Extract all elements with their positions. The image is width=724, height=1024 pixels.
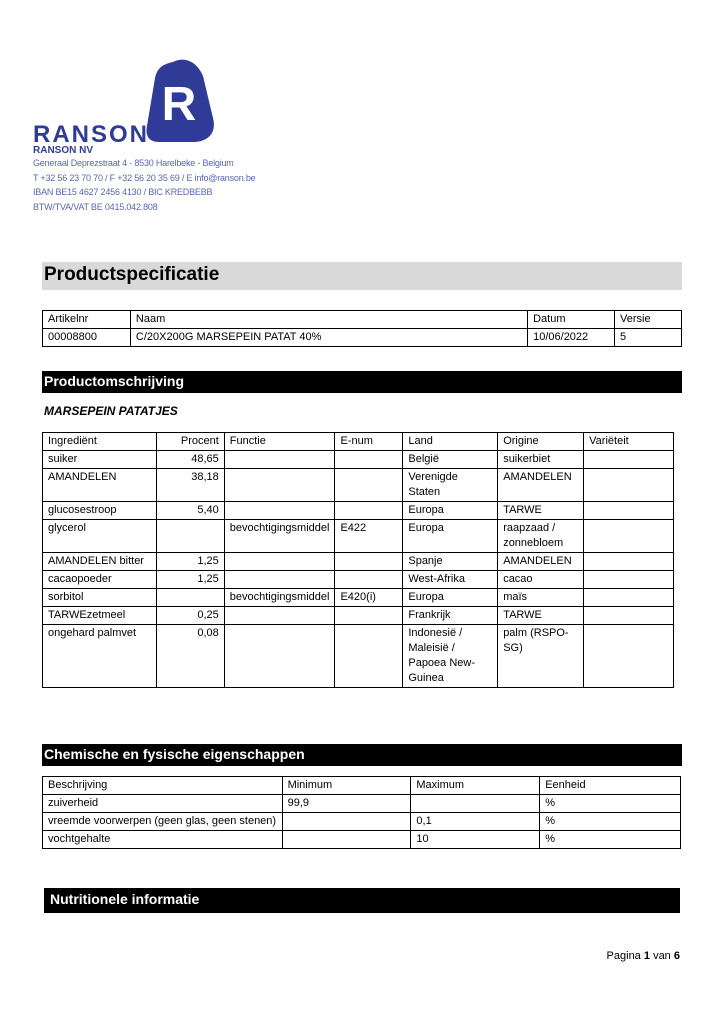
address-line: Generaal Deprezstraat 4 - 8530 Harelbeke - Belgium xyxy=(33,158,234,168)
section-heading-text: Productomschrijving xyxy=(44,373,185,389)
header-cell: Origine xyxy=(498,433,584,451)
header-cell: Versie xyxy=(615,311,682,329)
cell: sorbitol xyxy=(43,589,157,607)
section-heading-text: Chemische en fysische eigenschappen xyxy=(44,746,305,762)
table-header-row xyxy=(43,311,682,329)
cell xyxy=(584,625,674,688)
cell: bevochtigingsmiddel xyxy=(224,520,335,553)
cell xyxy=(584,553,674,571)
cell xyxy=(224,469,335,502)
header-cell: Artikelnr xyxy=(43,311,131,329)
cell: suiker xyxy=(43,451,157,469)
cell xyxy=(584,469,674,502)
cell xyxy=(584,589,674,607)
cell: zuiverheid xyxy=(43,795,283,813)
cell: bevochtigingsmiddel xyxy=(224,589,335,607)
cell xyxy=(335,451,403,469)
page-number xyxy=(607,950,680,962)
of-label: van xyxy=(653,950,671,962)
cell xyxy=(584,607,674,625)
table-row xyxy=(43,607,674,625)
current-page: 1 xyxy=(643,950,650,962)
table-row xyxy=(43,571,674,589)
header-cell: Minimum xyxy=(282,777,411,795)
cell: raapzaad / zonnebloem xyxy=(498,520,584,553)
cell: Frankrijk xyxy=(403,607,498,625)
cell xyxy=(224,553,335,571)
article-version: 5 xyxy=(615,329,682,347)
cell: % xyxy=(540,795,681,813)
cell: % xyxy=(540,831,681,849)
section-heading-description xyxy=(42,371,682,393)
cell: AMANDELEN bitter xyxy=(43,553,157,571)
cell xyxy=(584,571,674,589)
cell: AMANDELEN xyxy=(498,553,584,571)
cell: AMANDELEN xyxy=(498,469,584,502)
page-label: Pagina xyxy=(606,950,641,962)
cell: 1,25 xyxy=(156,571,224,589)
cell xyxy=(224,571,335,589)
cell: Indonesië / Maleisië / Papoea New-Guinea xyxy=(403,625,498,688)
cell xyxy=(584,451,674,469)
total-pages: 6 xyxy=(673,950,680,962)
article-table xyxy=(42,310,682,347)
contact-line: T +32 56 23 70 70 / F +32 56 20 35 69 / E info@ranson.be xyxy=(33,173,256,183)
cell xyxy=(224,625,335,688)
header-cell: Functie xyxy=(224,433,335,451)
cell: ongehard palmvet xyxy=(43,625,157,688)
cell: glycerol xyxy=(43,520,157,553)
table-row xyxy=(43,589,674,607)
table-row xyxy=(43,502,674,520)
table-row xyxy=(43,451,674,469)
ranson-logo-icon xyxy=(145,58,215,144)
table-header-row xyxy=(43,777,681,795)
cell xyxy=(156,589,224,607)
product-name: MARSEPEIN PATATJES xyxy=(44,404,178,418)
table-row xyxy=(43,813,681,831)
cell xyxy=(335,469,403,502)
cell: % xyxy=(540,813,681,831)
cell: 99,9 xyxy=(282,795,411,813)
cell xyxy=(584,520,674,553)
header-cell: Datum xyxy=(528,311,615,329)
table-row xyxy=(43,831,681,849)
table-row xyxy=(43,520,674,553)
cell xyxy=(584,502,674,520)
cell: Europa xyxy=(403,520,498,553)
section-heading-chemical xyxy=(42,744,682,766)
cell xyxy=(156,520,224,553)
page-title: Productspecificatie xyxy=(44,264,220,285)
cell: West-Afrika xyxy=(403,571,498,589)
cell: glucosestroop xyxy=(43,502,157,520)
cell xyxy=(335,607,403,625)
cell xyxy=(335,502,403,520)
table-header-row xyxy=(43,433,674,451)
cell: 1,25 xyxy=(156,553,224,571)
vat-line: BTW/TVA/VAT BE 0415.042.808 xyxy=(33,202,158,212)
cell: maïs xyxy=(498,589,584,607)
cell xyxy=(282,831,411,849)
cell: Spanje xyxy=(403,553,498,571)
article-number: 00008800 xyxy=(43,329,131,347)
cell: vochtgehalte xyxy=(43,831,283,849)
table-row xyxy=(43,795,681,813)
bank-line: IBAN BE15 4627 2456 4130 / BIC KREDBEBB xyxy=(33,187,213,197)
cell: palm (RSPO-SG) xyxy=(498,625,584,688)
header-cell: Naam xyxy=(130,311,527,329)
brand-name: RANSON xyxy=(33,121,150,148)
cell xyxy=(224,502,335,520)
header-cell: Eenheid xyxy=(540,777,681,795)
cell: 0,08 xyxy=(156,625,224,688)
table-row xyxy=(43,469,674,502)
cell xyxy=(411,795,540,813)
cell: 10 xyxy=(411,831,540,849)
header-cell: Maximum xyxy=(411,777,540,795)
article-name: C/20X200G MARSEPEIN PATAT 40% xyxy=(130,329,527,347)
article-date: 10/06/2022 xyxy=(528,329,615,347)
section-heading-text: Nutritionele informatie xyxy=(50,891,200,907)
chemical-table xyxy=(42,776,681,849)
header-cell: Land xyxy=(403,433,498,451)
section-heading-nutrition xyxy=(44,888,680,913)
cell: 5,40 xyxy=(156,502,224,520)
cell xyxy=(335,625,403,688)
cell: België xyxy=(403,451,498,469)
cell: Europa xyxy=(403,502,498,520)
cell: TARWE xyxy=(498,502,584,520)
cell xyxy=(335,553,403,571)
header-cell: E-num xyxy=(335,433,403,451)
cell: 0,25 xyxy=(156,607,224,625)
company-name: RANSON NV xyxy=(33,145,94,156)
cell: E422 xyxy=(335,520,403,553)
header-cell: Procent xyxy=(156,433,224,451)
header-cell: Beschrijving xyxy=(43,777,283,795)
header-cell: Variëteit xyxy=(584,433,674,451)
header-cell: Ingrediënt xyxy=(43,433,157,451)
cell: 48,65 xyxy=(156,451,224,469)
logo-letter: R xyxy=(161,78,197,131)
cell: TARWE xyxy=(498,607,584,625)
cell xyxy=(335,571,403,589)
cell xyxy=(224,607,335,625)
cell: 38,18 xyxy=(156,469,224,502)
cell: vreemde voorwerpen (geen glas, geen stenen) xyxy=(43,813,283,831)
cell xyxy=(282,813,411,831)
cell: cacaopoeder xyxy=(43,571,157,589)
table-row xyxy=(43,329,682,347)
cell: cacao xyxy=(498,571,584,589)
cell: Europa xyxy=(403,589,498,607)
cell: suikerbiet xyxy=(498,451,584,469)
table-row xyxy=(43,625,674,688)
cell: 0,1 xyxy=(411,813,540,831)
cell: TARWEzetmeel xyxy=(43,607,157,625)
cell xyxy=(224,451,335,469)
cell: AMANDELEN xyxy=(43,469,157,502)
cell: E420(i) xyxy=(335,589,403,607)
ingredients-table xyxy=(42,432,674,688)
table-row xyxy=(43,553,674,571)
cell: Verenigde Staten xyxy=(403,469,498,502)
